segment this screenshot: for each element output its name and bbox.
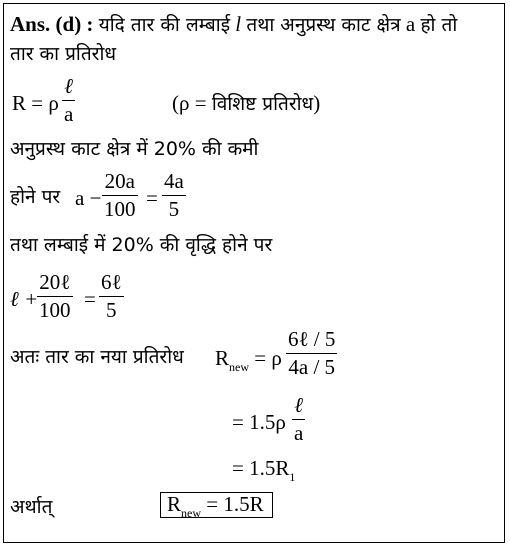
answer-label: Ans. (d) : <box>10 12 94 36</box>
subscript-new: new <box>181 506 202 520</box>
resistance-fraction <box>62 76 75 125</box>
note-text: विशिष्ट प्रतिरोध <box>211 93 314 115</box>
final-answer-rhs: = 1.5R <box>206 492 264 516</box>
fraction-denominator: a <box>64 102 74 126</box>
area-reduction-fraction <box>102 171 138 220</box>
equals-sign: = <box>84 287 96 311</box>
length-expr: ℓ + <box>10 287 39 311</box>
new-length-fraction <box>99 272 124 321</box>
new-area-fraction <box>162 171 186 220</box>
note-open: (ρ = <box>172 91 212 115</box>
resistance-symbol: R <box>167 492 182 516</box>
fraction-denominator: a <box>294 421 304 445</box>
fraction-denominator: 100 <box>104 197 136 221</box>
fraction-numerator: 4a <box>164 169 184 193</box>
fraction-numerator: ℓ <box>294 393 304 417</box>
line1-text-c: हो तो <box>420 14 458 36</box>
equals-rho: = ρ <box>254 346 282 370</box>
new-resistance-fraction <box>286 329 337 378</box>
line5-text: होने पर <box>10 186 61 208</box>
fraction-denominator: 4a / 5 <box>288 355 336 379</box>
equals-sign: = <box>146 186 158 210</box>
area-expr: a − <box>75 186 102 210</box>
step-fraction <box>292 395 305 444</box>
step-1p5-r1 <box>232 456 296 484</box>
final-answer-box <box>160 492 273 518</box>
new-resistance-lhs <box>215 346 282 374</box>
line6-text: तथा लम्बाई में 20% की वृद्धि होने पर <box>10 234 273 256</box>
numerator-text: 20ℓ <box>39 270 71 294</box>
subscript-new: new <box>229 360 250 374</box>
line1-text-b: तथा अनुप्रस्थ काट क्षेत्र <box>246 14 401 36</box>
fraction-bar <box>162 195 186 196</box>
area-var: a <box>405 12 416 36</box>
resistance-formula-lhs: R = ρ <box>12 91 59 115</box>
length-var: l <box>235 12 242 36</box>
fraction-denominator: 100 <box>39 298 71 322</box>
fraction-numerator: 6ℓ / 5 <box>288 327 336 351</box>
line4-text: अनुप्रस्थ काट क्षेत्र में 20% की कमी <box>10 138 259 160</box>
fraction-bar <box>99 296 124 297</box>
step-text: = 1.5R <box>232 456 290 480</box>
line8-text: अतः तार का नया प्रतिरोध <box>10 346 184 368</box>
fraction-bar <box>286 353 337 354</box>
fraction-numerator: 20a <box>104 169 135 193</box>
resistance-symbol: R <box>215 346 230 370</box>
therefore-text: अर्थात् <box>10 496 53 518</box>
subscript-1: 1 <box>289 470 296 484</box>
fraction-denominator: 5 <box>106 298 117 322</box>
fraction-denominator: 5 <box>168 197 180 221</box>
fraction-bar <box>62 100 75 101</box>
fraction-numerator <box>37 272 73 293</box>
fraction-bar <box>102 195 138 196</box>
line2-text: तार का प्रतिरोध <box>10 43 117 65</box>
note-close: ) <box>313 91 321 115</box>
fraction-bar <box>292 419 305 420</box>
fraction-numerator: 6ℓ <box>101 270 122 294</box>
line1-text-a: यदि तार की लम्बाई <box>98 14 231 36</box>
fraction-bar <box>37 296 73 297</box>
answer-line-1 <box>10 14 457 35</box>
resistivity-note <box>172 93 320 114</box>
step-1p5-rho: = 1.5ρ <box>232 410 286 434</box>
length-increase-fraction <box>37 272 73 321</box>
fraction-numerator: ℓ <box>64 74 74 98</box>
